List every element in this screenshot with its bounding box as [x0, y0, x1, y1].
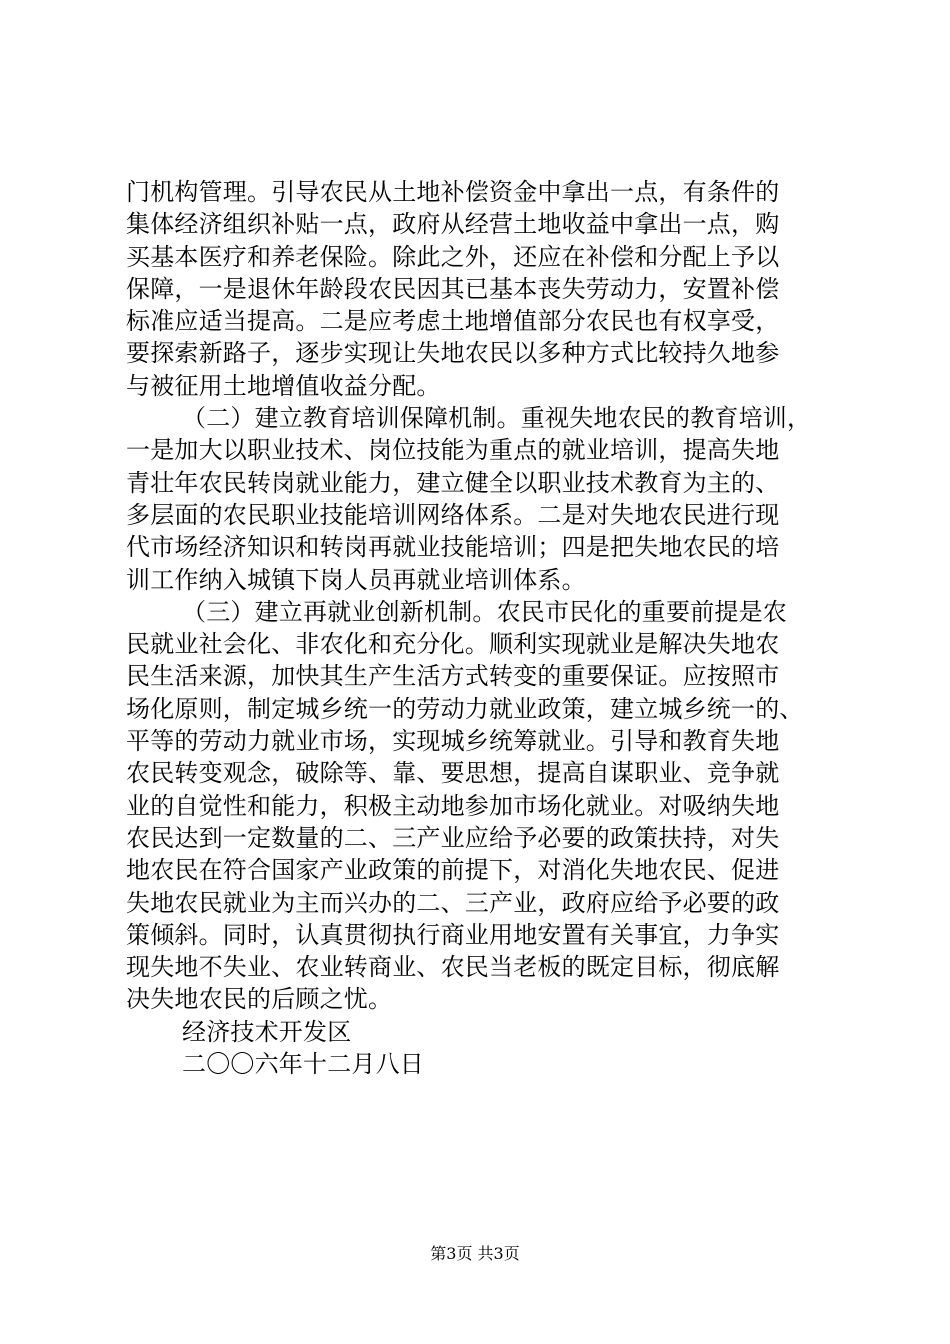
text-line: 决失地农民的后顾之忧。: [126, 985, 393, 1014]
text-line: 经济技术开发区: [182, 1017, 352, 1046]
text-line: 地农民在符合国家产业政策的前提下，对消化失地农民、促进: [126, 856, 780, 885]
text-line: 农民达到一定数量的二、三产业应给予必要的政策扶持，对失: [126, 823, 780, 852]
text-line: 业的自觉性和能力，积极主动地参加市场化就业。对吸纳失地: [126, 791, 780, 820]
text-line: 二〇〇六年十二月八日: [182, 1050, 424, 1079]
text-line: 集体经济组织补贴一点，政府从经营土地收益中拿出一点，购: [126, 210, 780, 239]
text-line: 多层面的农民职业技能培训网络体系。二是对失地农民进行现: [126, 500, 780, 529]
text-line: 门机构管理。引导农民从土地补偿资金中拿出一点，有条件的: [126, 178, 780, 206]
text-line: 平等的劳动力就业市场，实现城乡统筹就业。引导和教育失地: [126, 727, 780, 756]
text-line: 农民转变观念，破除等、靠、要思想，提高自谋职业、竞争就: [126, 759, 780, 788]
text-line: 与被征用土地增值收益分配。: [126, 371, 441, 400]
page-number-footer: 第3页 共3页: [430, 1244, 520, 1263]
text-line: 要探索新路子，逐步实现让失地农民以多种方式比较持久地参: [126, 339, 780, 368]
text-line: 标准应适当提高。二是应考虑土地增值部分农民也有权享受，: [126, 307, 780, 336]
text-line: 一是加大以职业技术、岗位技能为重点的就业培训，提高失地: [126, 436, 780, 465]
text-line: 现失地不失业、农业转商业、农民当老板的既定目标，彻底解: [126, 953, 780, 982]
text-line: 青壮年农民转岗就业能力，建立健全以职业技术教育为主的、: [126, 468, 780, 497]
text-line: 策倾斜。同时，认真贯彻执行商业用地安置有关事宜，力争实: [126, 920, 780, 949]
text-line: 民就业社会化、非农化和充分化。顺利实现就业是解决失地农: [126, 630, 780, 659]
text-line: 买基本医疗和养老保险。除此之外，还应在补偿和分配上予以: [126, 242, 780, 271]
text-line: 保障，一是退休年龄段农民因其已基本丧失劳动力，安置补偿: [126, 274, 780, 303]
text-line: 训工作纳入城镇下岗人员再就业培训体系。: [126, 565, 586, 594]
text-line: 失地农民就业为主而兴办的二、三产业，政府应给予必要的政: [126, 888, 780, 917]
text-line: （三）建立再就业创新机制。农民市民化的重要前提是农: [182, 597, 787, 626]
text-line: 代市场经济知识和转岗再就业技能培训；四是把失地农民的培: [126, 533, 780, 562]
text-line: （二）建立教育培训保障机制。重视失地农民的教育培训，: [182, 404, 812, 433]
text-line: 场化原则，制定城乡统一的劳动力就业政策，建立城乡统一的、: [126, 694, 804, 723]
document-body: [126, 176, 850, 1080]
text-line: 民生活来源，加快其生产生活方式转变的重要保证。应按照市: [126, 662, 780, 691]
